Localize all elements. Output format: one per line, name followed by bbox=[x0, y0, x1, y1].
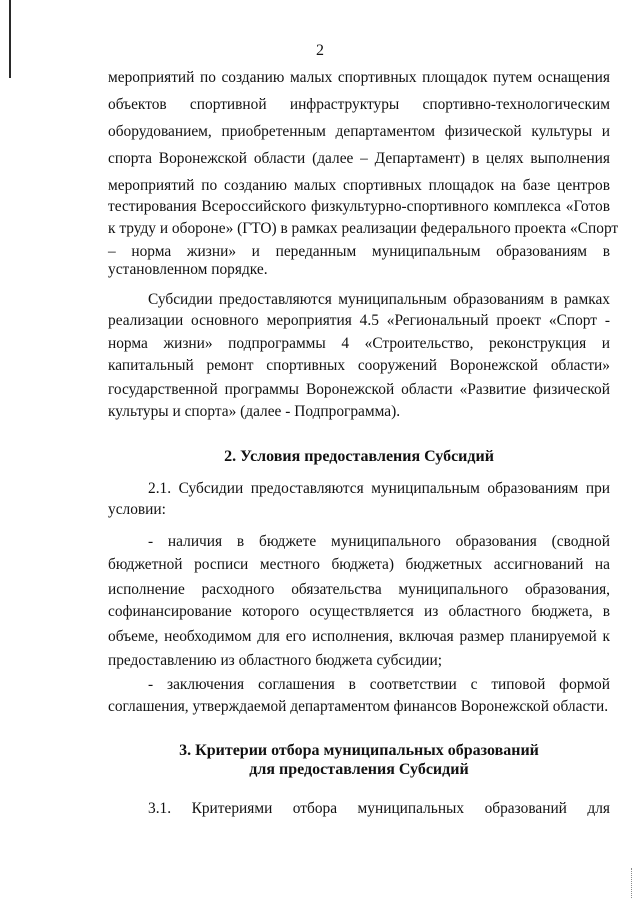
text-line: государственной программы Воронежской области «Развитие физической bbox=[108, 381, 610, 398]
text-line: соглашения, утверждаемой департаментом финансов Воронежской области. bbox=[108, 698, 609, 715]
text-line: софинансирование которого осуществляется из областного бюджета, в bbox=[108, 603, 610, 620]
text-line: объеме, необходимом для его исполнения, включая размер планируемой к bbox=[108, 628, 610, 645]
text-line: бюджетной росписи местного бюджета) бюджетных ассигнований на bbox=[108, 556, 610, 573]
section-heading: 2. Условия предоставления Субсидий bbox=[224, 448, 494, 465]
text-line: реализации основного мероприятия 4.5 «Региональный проект «Спорт - bbox=[108, 312, 610, 329]
text-line: к труду и обороне» (ГТО) в рамках реализации федерального проекта «Спорт bbox=[108, 220, 619, 237]
text-line: мероприятий по созданию малых спортивных площадок путем оснащения bbox=[108, 69, 610, 86]
text-line: условии: bbox=[108, 501, 166, 518]
text-line: предоставлению из областного бюджета субсидии; bbox=[108, 652, 443, 669]
text-line: 2.1. Субсидии предоставляются муниципальным образованиям при bbox=[148, 480, 610, 497]
text-line: - наличия в бюджете муниципального образования (сводной bbox=[148, 533, 610, 550]
text-line: норма жизни» подпрограммы 4 «Строительство, реконструкция и bbox=[108, 335, 610, 352]
text-line: мероприятий по созданию малых спортивных площадок на базе центров bbox=[108, 177, 610, 194]
scan-edge-line bbox=[9, 0, 11, 78]
text-line: оборудованием, приобретенным департаментом физической культуры и bbox=[108, 123, 610, 140]
section-heading: для предоставления Субсидий bbox=[249, 761, 469, 778]
section-heading: 3. Критерии отбора муниципальных образований bbox=[179, 742, 539, 759]
text-line: установленном порядке. bbox=[108, 261, 268, 278]
text-line: тестирования Всероссийского физкультурно-спортивного комплекса «Готов bbox=[108, 198, 610, 215]
text-line: объектов спортивной инфраструктуры спортивно-технологическим bbox=[108, 96, 610, 113]
page-number: 2 bbox=[316, 42, 324, 59]
text-line: капитальный ремонт спортивных сооружений Воронежской области» bbox=[108, 357, 610, 374]
text-line: Субсидии предоставляются муниципальным образованиям в рамках bbox=[148, 291, 610, 308]
text-line: - заключения соглашения в соответствии с типовой формой bbox=[148, 676, 610, 693]
text-line: 3.1. Критериями отбора муниципальных образований для bbox=[148, 800, 610, 817]
scan-artifact bbox=[631, 868, 634, 898]
text-line: исполнение расходного обязательства муниципального образования, bbox=[108, 581, 610, 598]
text-line: – норма жизни» и переданным муниципальным образованиям в bbox=[108, 243, 610, 260]
text-line: культуры и спорта» (далее - Подпрограмма). bbox=[108, 403, 401, 420]
text-line: спорта Воронежской области (далее – Департамент) в целях выполнения bbox=[108, 150, 610, 167]
